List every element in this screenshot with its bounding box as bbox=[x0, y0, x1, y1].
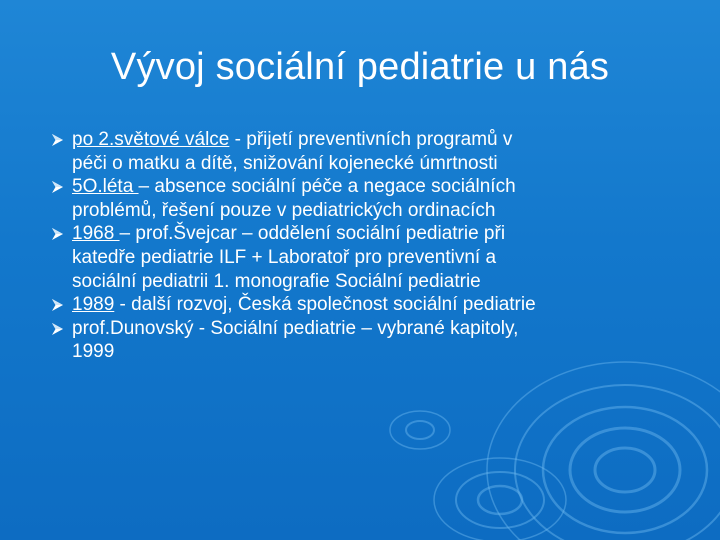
bullet-continuation: katedře pediatrie ILF + Laboratoř pro preventivní a bbox=[72, 246, 497, 268]
bullet-text: prof.Dunovský - Sociální pediatrie – vybrané kapitoly, bbox=[72, 317, 519, 339]
bullet-continuation: 1999 bbox=[72, 341, 115, 363]
bullet-continuation: problémů, řešení pouze v pediatrických ordinacích bbox=[72, 199, 496, 221]
bullet-continuation: péči o matku a dítě, snižování kojenecké úmrtnosti bbox=[72, 152, 498, 174]
arrowhead-bullet-icon bbox=[52, 299, 63, 311]
bullet-continuation: sociální pediatrii 1. monografie Sociální pediatrie bbox=[72, 270, 481, 292]
bullet-period: 1968 bbox=[72, 223, 120, 245]
bullet-period: 1989 bbox=[72, 294, 115, 316]
list-item bbox=[52, 293, 712, 317]
slide-title: Vývoj sociální pediatrie u nás bbox=[110, 46, 610, 88]
bullet-period: 5O.léta bbox=[72, 176, 139, 198]
list-item bbox=[52, 222, 712, 293]
list-item bbox=[52, 128, 712, 175]
bullet-text: – absence sociální péče a negace sociálních bbox=[138, 176, 516, 198]
bullet-list bbox=[52, 128, 712, 364]
bullet-text: - další rozvoj, Česká společnost sociální pediatrie bbox=[114, 294, 536, 316]
arrowhead-bullet-icon bbox=[52, 323, 63, 335]
arrowhead-bullet-icon bbox=[52, 134, 63, 146]
bullet-period: po 2.světové válce bbox=[72, 129, 230, 150]
bullet-text: – prof.Švejcar – oddělení sociální pediatrie při bbox=[119, 223, 506, 245]
arrowhead-bullet-icon bbox=[52, 228, 63, 240]
list-item bbox=[52, 317, 712, 364]
list-item bbox=[52, 175, 712, 222]
bullet-text: - přijetí preventivních programů v bbox=[229, 129, 513, 150]
arrowhead-bullet-icon bbox=[52, 181, 63, 193]
